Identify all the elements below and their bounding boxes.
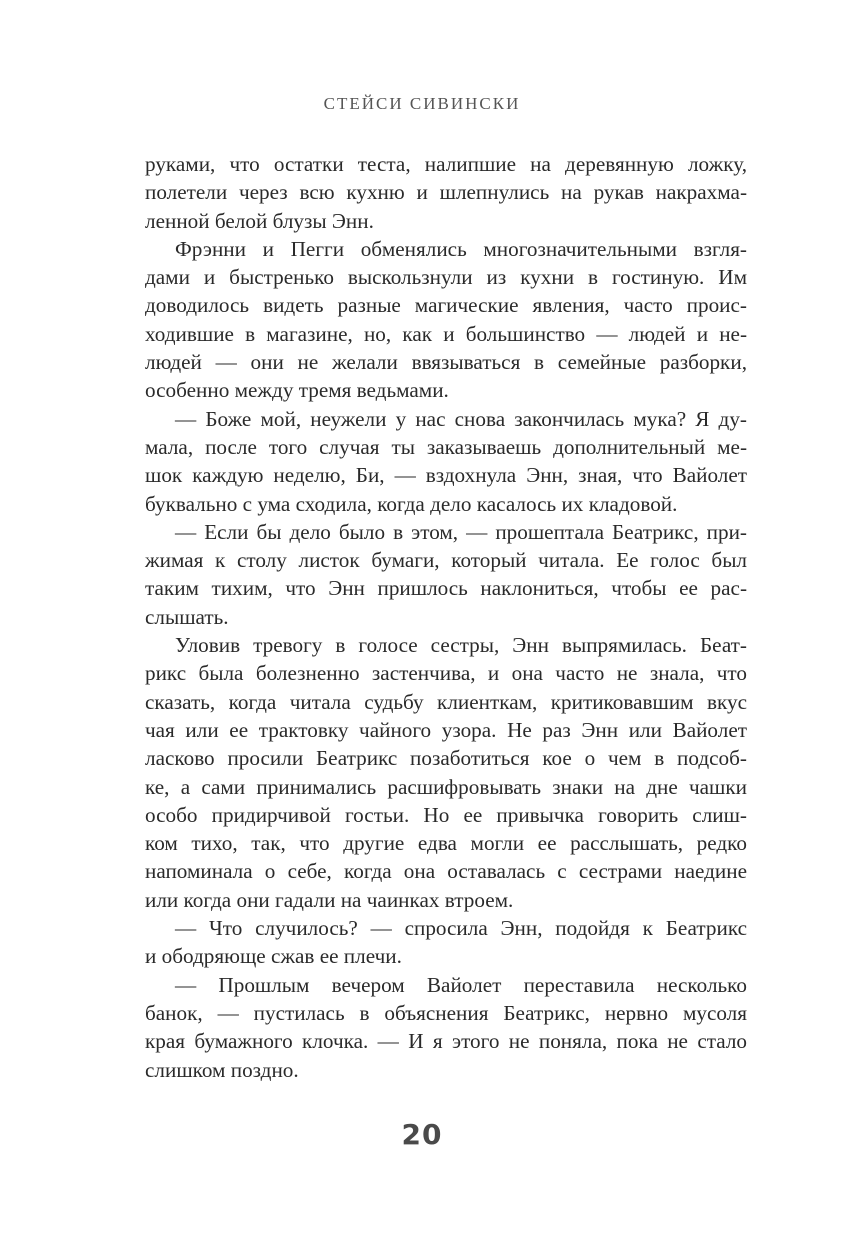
page-number: 20 — [401, 1118, 443, 1151]
text-line: сказать, когда читала судьбу клиенткам, критиковавшим вкус — [145, 689, 747, 714]
text-line: доводилось видеть разные магические явления, часто проис- — [145, 293, 747, 318]
text-line: руками, что остатки теста, налипшие на деревянную ложку, — [145, 152, 747, 176]
text-line: ласково просили Беатрикс позаботиться кое о чем в подсоб- — [145, 746, 747, 771]
text-line: банок, — пустилась в объяснения Беатрикс, нервно мусоля — [145, 1000, 747, 1025]
text-line: ке, а сами принимались расшифровывать знаки на дне чашки — [145, 774, 747, 799]
text-line: напоминала о себе, когда она оставалась с сестрами наедине — [145, 859, 747, 884]
text-line: или когда они гадали на чаинках втроем. — [145, 887, 514, 912]
text-line: слышать. — [145, 604, 229, 629]
text-line: чая или ее трактовку чайного узора. Не раз Энн или Вайолет — [145, 717, 747, 742]
text-line: мала, после того случая ты заказываешь дополнительный ме- — [145, 434, 747, 459]
text-line: дами и быстренько выскользнули из кухни в гостиную. Им — [145, 265, 747, 290]
text-line: особенно между тремя ведьмами. — [145, 378, 449, 403]
text-line: — Если бы дело было в этом, — прошептала Беатрикс, при- — [175, 519, 747, 544]
text-line: шок каждую неделю, Би, — вздохнула Энн, зная, что Вайолет — [145, 463, 747, 488]
text-line: ком тихо, так, что другие едва могли ее расслышать, редко — [145, 831, 747, 856]
text-line: и ободряюще сжав ее плечи. — [145, 944, 402, 969]
text-line: людей — они не желали ввязываться в семейные разборки, — [145, 350, 747, 375]
text-line: Уловив тревогу в голосе сестры, Энн выпрямилась. Беат- — [175, 633, 747, 658]
text-line: Фрэнни и Пегги обменялись многозначительными взгля- — [175, 236, 747, 261]
text-line: края бумажного клочка. — И я этого не поняла, пока не стало — [145, 1029, 747, 1054]
text-line: рикс была болезненно застенчива, и она часто не знала, что — [145, 661, 747, 686]
text-line: полетели через всю кухню и шлепнулись на рукав накрахма- — [145, 180, 747, 205]
paragraph — [145, 235, 747, 405]
running-header: СТЕЙСИ СИВИНСКИ — [323, 94, 521, 113]
text-line: — Прошлым вечером Вайолет переставила несколько — [175, 972, 747, 997]
paragraph — [145, 150, 747, 235]
text-line: особо придирчивой гостьи. Но ее привычка говорить слиш- — [145, 802, 747, 827]
paragraph — [145, 971, 747, 1084]
paragraph — [145, 914, 747, 971]
text-line: — Что случилось? — спросила Энн, подойдя к Беатрикс — [175, 916, 747, 941]
text-line: жимая к столу листок бумаги, который читала. Ее голос был — [145, 548, 747, 573]
text-line: ленной белой блузы Энн. — [145, 208, 374, 233]
text-line: таким тихим, что Энн пришлось наклониться, чтобы ее рас- — [145, 576, 747, 601]
paragraph — [145, 405, 747, 518]
text-line: слишком поздно. — [145, 1057, 299, 1082]
text-line: буквально с ума сходила, когда дело касалось их кладовой. — [145, 491, 678, 516]
text-line: ходившие в магазине, но, как и большинство — людей и не- — [145, 321, 747, 346]
page-body-text — [145, 150, 747, 1084]
paragraph — [145, 518, 747, 631]
text-line: — Боже мой, неужели у нас снова закончилась мука? Я ду- — [175, 406, 747, 431]
paragraph — [145, 631, 747, 914]
